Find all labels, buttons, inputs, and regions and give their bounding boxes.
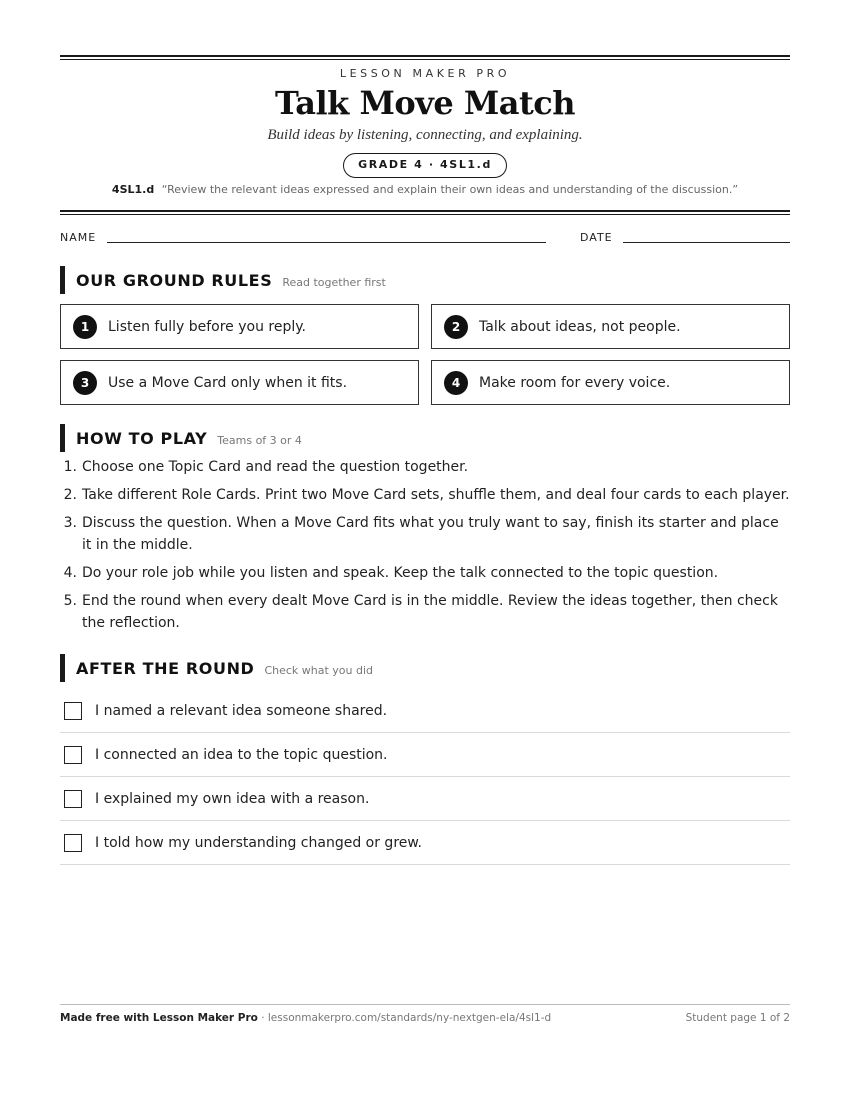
after-round-title: AFTER THE ROUND bbox=[76, 658, 255, 678]
reflection-checklist bbox=[60, 689, 790, 865]
checklist-item bbox=[60, 821, 790, 865]
page-subtitle: Build ideas by listening, connecting, and explaining. bbox=[267, 127, 583, 143]
page-title: Talk Move Match bbox=[275, 84, 575, 122]
checklist-item bbox=[60, 777, 790, 821]
step-item bbox=[60, 562, 790, 584]
rule-text: Make room for every voice. bbox=[479, 374, 671, 391]
rule-number-badge: 3 bbox=[73, 371, 97, 395]
step-number: 4. bbox=[63, 565, 77, 581]
ground-rule-card bbox=[431, 360, 790, 405]
step-text: End the round when every dealt Move Card is in the middle. Review the ideas together, then check the reflection. bbox=[82, 593, 778, 631]
step-item bbox=[60, 456, 790, 478]
step-number: 2. bbox=[63, 487, 77, 503]
step-text: Discuss the question. When a Move Card fits what you truly want to say, finish its starter and place it in the middle. bbox=[82, 515, 779, 553]
step-text: Take different Role Cards. Print two Move Card sets, shuffle them, and deal four cards to each player. bbox=[82, 487, 790, 503]
ground-rule-card bbox=[60, 304, 419, 349]
step-item bbox=[60, 512, 790, 556]
footer-rule bbox=[60, 1004, 790, 1005]
ground-rules-title: OUR GROUND RULES bbox=[76, 270, 273, 290]
rule-number-badge: 1 bbox=[73, 315, 97, 339]
date-label: DATE bbox=[580, 231, 613, 244]
checklist-text: I explained my own idea with a reason. bbox=[95, 790, 370, 807]
standard-code: 4SL1.d bbox=[111, 183, 155, 196]
header-top-rule bbox=[60, 55, 790, 60]
rule-text: Listen fully before you reply. bbox=[108, 318, 306, 335]
name-label: NAME bbox=[60, 231, 97, 244]
checklist-text: I named a relevant idea someone shared. bbox=[95, 702, 388, 719]
reflection-checkbox[interactable] bbox=[64, 834, 82, 852]
reflection-checkbox[interactable] bbox=[64, 702, 82, 720]
step-text: Choose one Topic Card and read the question together. bbox=[82, 459, 469, 475]
page-indicator: Student page 1 of 2 bbox=[685, 1012, 790, 1024]
step-number: 1. bbox=[63, 459, 77, 475]
step-text: Do your role job while you listen and speak. Keep the talk connected to the topic question. bbox=[82, 565, 719, 581]
step-number: 3. bbox=[63, 515, 77, 531]
step-item bbox=[60, 484, 790, 506]
reflection-checkbox[interactable] bbox=[64, 746, 82, 764]
how-to-play-note: Teams of 3 or 4 bbox=[217, 433, 302, 447]
step-number: 5. bbox=[63, 593, 77, 609]
header-bottom-rule bbox=[60, 210, 790, 215]
ground-rules-heading bbox=[60, 266, 386, 294]
rule-number-badge: 2 bbox=[444, 315, 468, 339]
grade-badge: GRADE 4 · 4SL1.d bbox=[343, 153, 507, 178]
steps-list bbox=[60, 456, 790, 640]
after-round-note: Check what you did bbox=[264, 663, 374, 677]
footer-url[interactable]: · lessonmakerpro.com/standards/ny-nextgen-ela/4sl1-d bbox=[257, 1012, 552, 1024]
checklist-text: I told how my understanding changed or grew. bbox=[95, 834, 422, 851]
ground-rule-card bbox=[431, 304, 790, 349]
footer-made-by: Made free with Lesson Maker Pro bbox=[60, 1012, 258, 1024]
step-item bbox=[60, 590, 790, 634]
reflection-checkbox[interactable] bbox=[64, 790, 82, 808]
standard-text: “Review the relevant ideas expressed and explain their own ideas and understanding of the discussion.” bbox=[161, 183, 739, 196]
after-round-heading bbox=[60, 654, 373, 682]
rule-number-badge: 4 bbox=[444, 371, 468, 395]
checklist-item bbox=[60, 733, 790, 777]
how-to-play-heading bbox=[60, 424, 302, 452]
standard-statement bbox=[60, 183, 790, 196]
date-field[interactable] bbox=[623, 242, 790, 243]
name-field[interactable] bbox=[107, 242, 546, 243]
how-to-play-title: HOW TO PLAY bbox=[76, 428, 208, 448]
ground-rules-note: Read together first bbox=[282, 275, 386, 289]
worksheet-page bbox=[60, 0, 790, 1100]
footer-credit bbox=[60, 1012, 551, 1024]
rule-text: Use a Move Card only when it fits. bbox=[108, 374, 348, 391]
ground-rule-card bbox=[60, 360, 419, 405]
rule-text: Talk about ideas, not people. bbox=[479, 318, 681, 335]
checklist-item bbox=[60, 689, 790, 733]
checklist-text: I connected an idea to the topic question. bbox=[95, 746, 388, 763]
brand-name: LESSON MAKER PRO bbox=[339, 67, 511, 80]
